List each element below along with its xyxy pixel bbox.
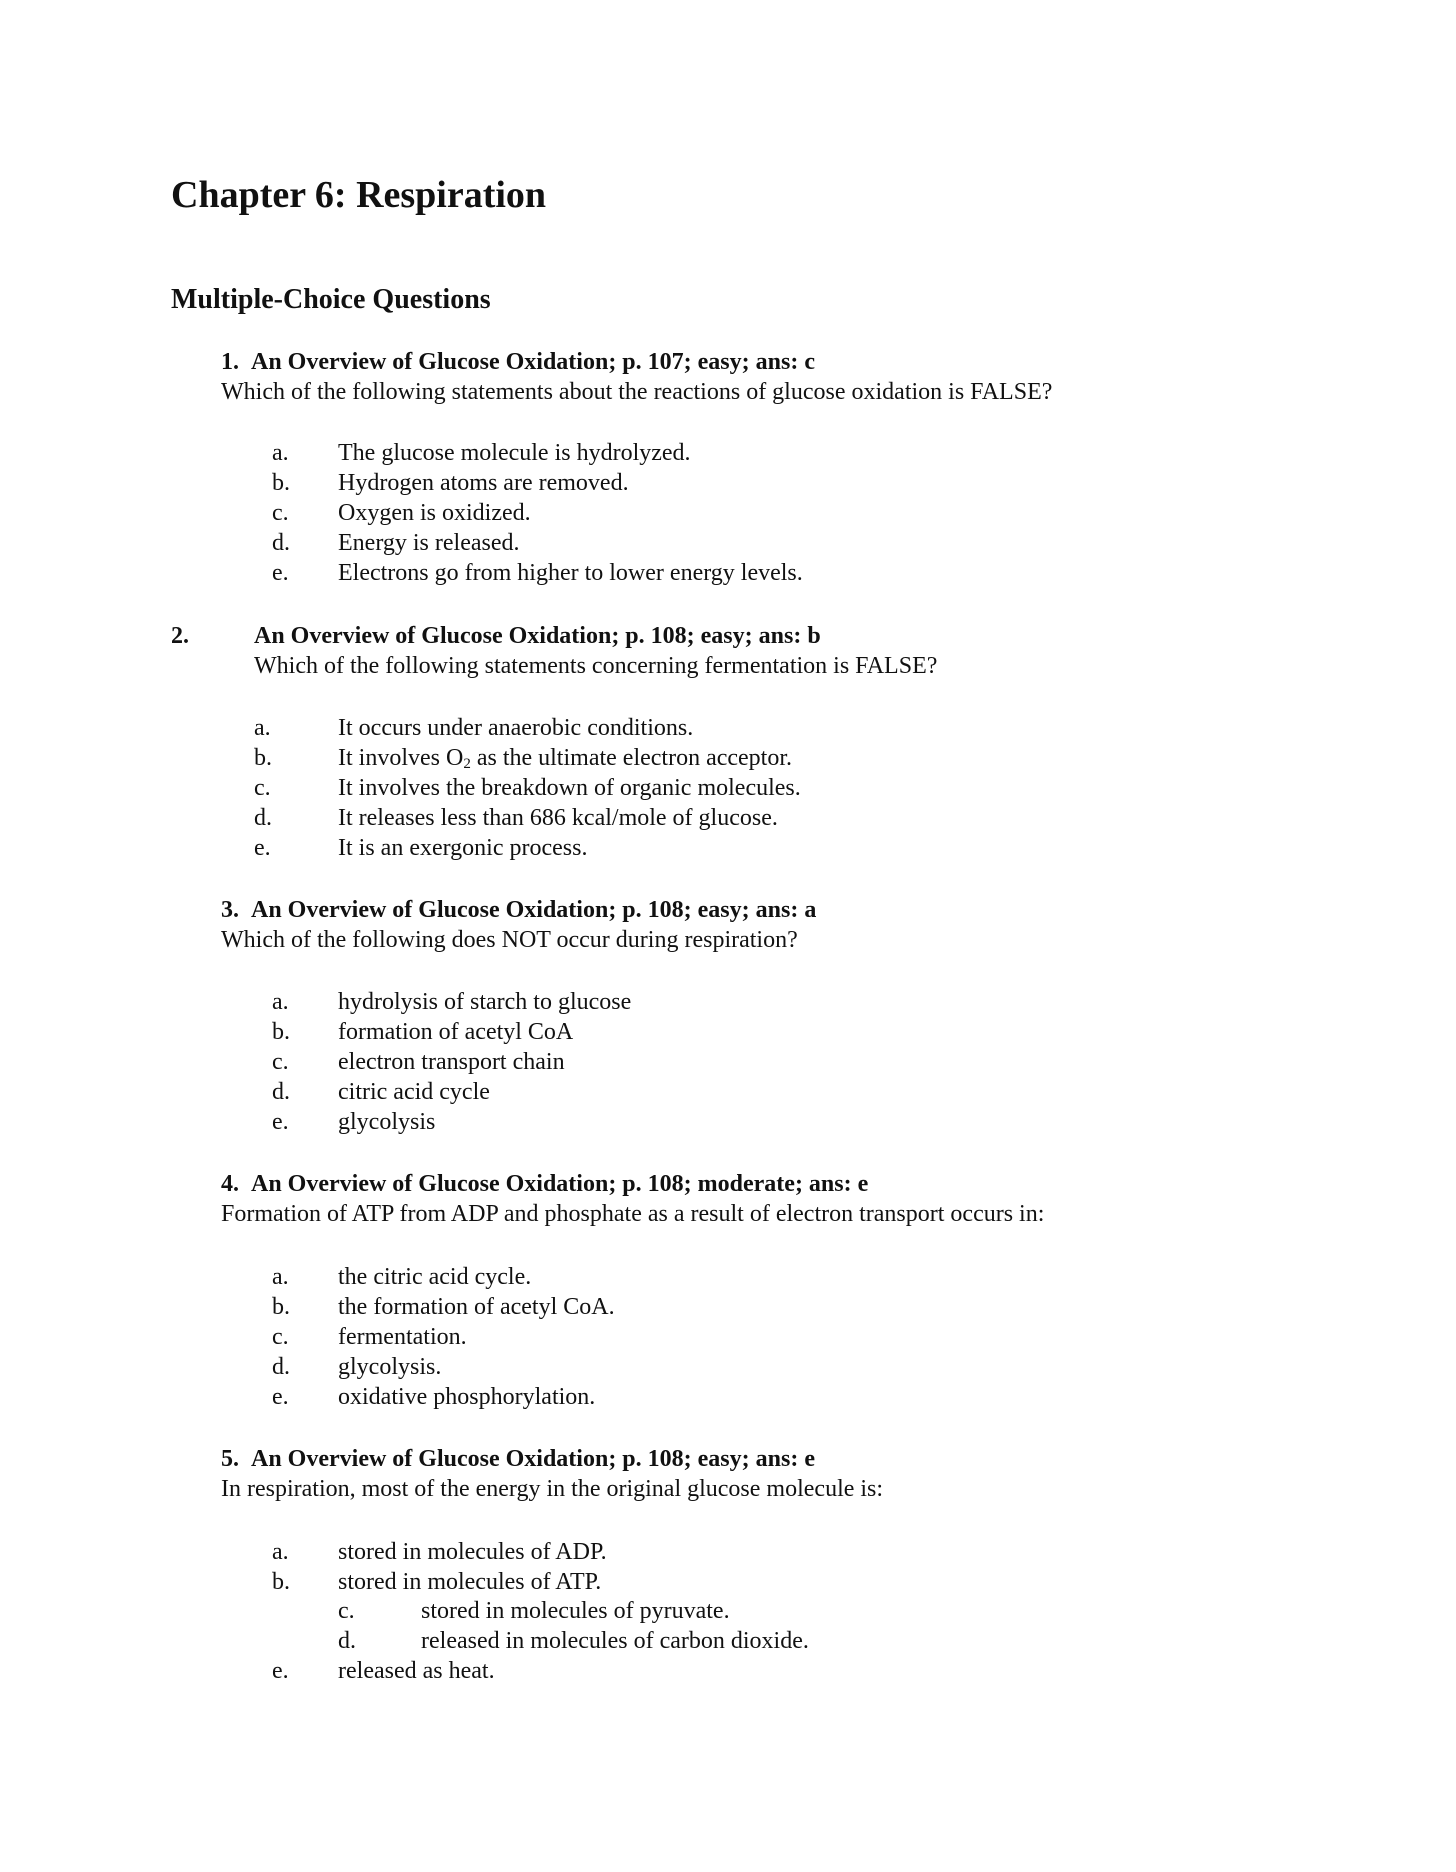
option-text: Hydrogen atoms are removed.	[338, 470, 629, 496]
option-text-before: It involves O	[338, 745, 464, 771]
question-2-stem: Which of the following statements concerning fermentation is FALSE?	[254, 653, 938, 679]
option-text-after: as the ultimate electron acceptor.	[470, 745, 793, 771]
option-text: The glucose molecule is hydrolyzed.	[338, 440, 691, 466]
option-text: Electrons go from higher to lower energy levels.	[338, 560, 803, 586]
question-number: 5.	[221, 1446, 239, 1472]
option-letter: b.	[254, 745, 272, 771]
option-text: hydrolysis of starch to glucose	[338, 989, 632, 1015]
option-letter: a.	[272, 1539, 289, 1565]
option-text: It is an exergonic process.	[338, 835, 588, 861]
option-text: citric acid cycle	[338, 1079, 490, 1105]
option-text: It releases less than 686 kcal/mole of glucose.	[338, 805, 778, 831]
question-header-text: An Overview of Glucose Oxidation; p. 108; easy; ans: e	[251, 1446, 815, 1472]
question-1-header	[221, 347, 815, 377]
option-letter: a.	[272, 440, 289, 466]
question-5-header	[221, 1444, 815, 1474]
question-number: 3.	[221, 897, 239, 923]
option-text: It occurs under anaerobic conditions.	[338, 715, 694, 741]
chapter-title: Chapter 6: Respiration	[171, 174, 547, 216]
option-text: Energy is released.	[338, 530, 520, 556]
option-letter: e.	[272, 1658, 289, 1684]
option-text: Oxygen is oxidized.	[338, 500, 531, 526]
option-letter: d.	[338, 1628, 356, 1654]
question-4-header	[221, 1169, 868, 1199]
subscript: 2	[463, 756, 471, 772]
option-text: glycolysis.	[338, 1354, 442, 1380]
question-3-stem: Which of the following does NOT occur during respiration?	[221, 927, 798, 953]
option-letter: b.	[272, 470, 290, 496]
option-letter: a.	[272, 1264, 289, 1290]
option-text: stored in molecules of pyruvate.	[421, 1598, 730, 1624]
question-2-number: 2.	[171, 623, 189, 649]
question-4-stem: Formation of ATP from ADP and phosphate as a result of electron transport occurs in:	[221, 1201, 1045, 1227]
option-letter: b.	[272, 1569, 290, 1595]
option-letter: c.	[272, 1049, 289, 1075]
option-text: the citric acid cycle.	[338, 1264, 532, 1290]
option-text: oxidative phosphorylation.	[338, 1384, 596, 1410]
question-3-header	[221, 895, 816, 925]
option-text: glycolysis	[338, 1109, 436, 1135]
option-text: stored in molecules of ATP.	[338, 1569, 602, 1595]
option-letter: e.	[272, 1384, 289, 1410]
option-text: It involves the breakdown of organic molecules.	[338, 775, 801, 801]
question-header-text: An Overview of Glucose Oxidation; p. 108; moderate; ans: e	[251, 1171, 869, 1197]
question-1-stem: Which of the following statements about the reactions of glucose oxidation is FALSE?	[221, 379, 1053, 405]
option-letter: d.	[254, 805, 272, 831]
option-text: the formation of acetyl CoA.	[338, 1294, 615, 1320]
section-title: Multiple-Choice Questions	[171, 284, 491, 315]
option-text: electron transport chain	[338, 1049, 565, 1075]
option-letter: a.	[254, 715, 271, 741]
option-text: formation of acetyl CoA	[338, 1019, 574, 1045]
question-2-header: An Overview of Glucose Oxidation; p. 108; easy; ans: b	[254, 623, 821, 649]
option-letter: e.	[254, 835, 271, 861]
option-text: released in molecules of carbon dioxide.	[421, 1628, 809, 1654]
option-text	[338, 743, 792, 773]
question-number: 1.	[221, 349, 239, 375]
option-letter: c.	[254, 775, 271, 801]
question-number: 4.	[221, 1171, 239, 1197]
option-letter: d.	[272, 530, 290, 556]
option-text: stored in molecules of ADP.	[338, 1539, 607, 1565]
question-header-text: An Overview of Glucose Oxidation; p. 107; easy; ans: c	[251, 349, 815, 375]
option-letter: b.	[272, 1294, 290, 1320]
option-text: fermentation.	[338, 1324, 467, 1350]
option-letter: c.	[338, 1598, 355, 1624]
option-letter: e.	[272, 560, 289, 586]
option-text: released as heat.	[338, 1658, 495, 1684]
option-letter: d.	[272, 1354, 290, 1380]
option-letter: d.	[272, 1079, 290, 1105]
option-letter: b.	[272, 1019, 290, 1045]
option-letter: e.	[272, 1109, 289, 1135]
option-letter: a.	[272, 989, 289, 1015]
question-5-stem: In respiration, most of the energy in the original glucose molecule is:	[221, 1476, 884, 1502]
option-letter: c.	[272, 500, 289, 526]
question-header-text: An Overview of Glucose Oxidation; p. 108; easy; ans: a	[251, 897, 817, 923]
option-letter: c.	[272, 1324, 289, 1350]
